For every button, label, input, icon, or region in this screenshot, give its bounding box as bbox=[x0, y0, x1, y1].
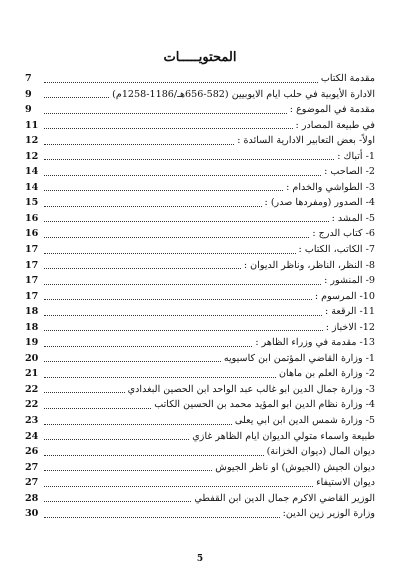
toc-entry bbox=[25, 429, 375, 445]
toc-entry-page-number: 14 bbox=[25, 181, 39, 193]
toc-entry-page-number: 11 bbox=[25, 119, 39, 131]
toc-dot-leader bbox=[44, 144, 234, 145]
toc-entry-label: 3- وزارة جمال الدين ابو غالب عبد الواحد ابن الحصين البغدادي bbox=[127, 383, 375, 395]
toc-entry bbox=[25, 211, 375, 227]
toc-entry-label: 6- كتاب الدرج : bbox=[312, 228, 375, 240]
toc-entry bbox=[25, 506, 375, 522]
toc-entry bbox=[25, 71, 375, 87]
toc-dot-leader bbox=[44, 268, 241, 269]
toc-entry-label: ديوان الجيش (الجيوش) او ناظر الجيوش bbox=[215, 461, 375, 473]
toc-dot-leader bbox=[44, 486, 313, 487]
toc-dot-leader bbox=[44, 190, 283, 191]
toc-entry bbox=[25, 273, 375, 289]
toc-dot-leader bbox=[44, 377, 276, 378]
toc-entry-page-number: 17 bbox=[25, 275, 39, 287]
toc-entry-page-number: 18 bbox=[25, 306, 39, 318]
toc-dot-leader bbox=[44, 113, 287, 114]
toc-entry-label: 2- وزارة العلم بن ماهان bbox=[279, 368, 375, 380]
toc-entry bbox=[25, 460, 375, 476]
toc-entry bbox=[25, 335, 375, 351]
toc-dot-leader bbox=[44, 517, 280, 518]
toc-entry-label: 5- المشد : bbox=[331, 212, 375, 224]
toc-dot-leader bbox=[44, 501, 191, 502]
toc-entry-label: 12- الاخباز : bbox=[325, 321, 375, 333]
toc-dot-leader bbox=[44, 175, 321, 176]
toc-dot-leader bbox=[44, 315, 322, 316]
toc-entry bbox=[25, 304, 375, 320]
toc-entry bbox=[25, 397, 375, 413]
toc-entry-page-number: 30 bbox=[25, 508, 39, 520]
toc-entry-page-number: 28 bbox=[25, 492, 39, 504]
toc-entry-page-number: 17 bbox=[25, 244, 39, 256]
toc-dot-leader bbox=[44, 361, 221, 362]
toc-entry bbox=[25, 242, 375, 258]
toc-entry-page-number: 7 bbox=[25, 73, 32, 84]
toc-dot-leader bbox=[44, 237, 309, 238]
toc-entry-label: الادارة الأيوبية في حلب ايام الايوبيين (582-656هـ/1186-1258م) bbox=[112, 88, 375, 100]
toc-entry bbox=[25, 475, 375, 491]
toc-entry bbox=[25, 444, 375, 460]
toc-dot-leader bbox=[44, 455, 264, 456]
toc-entry bbox=[25, 320, 375, 336]
page-number: 5 bbox=[196, 554, 204, 564]
toc-entry bbox=[25, 195, 375, 211]
toc-entry-label: 11- الرقعة : bbox=[324, 306, 375, 318]
toc-dot-leader bbox=[44, 408, 151, 409]
toc-entry bbox=[25, 102, 375, 118]
toc-entry-label: وزارة الوزير زين الدين: bbox=[282, 508, 375, 520]
toc-dot-leader bbox=[44, 82, 318, 83]
toc-entry bbox=[25, 87, 375, 103]
toc-entry-label: 3- الطواشي والخدام : bbox=[286, 181, 375, 193]
toc-entry-page-number: 15 bbox=[25, 197, 39, 209]
toc-entry bbox=[25, 180, 375, 196]
toc-entry-label: 8- النظر، الناظر، وناظر الديوان : bbox=[243, 259, 375, 271]
toc-entry-page-number: 17 bbox=[25, 290, 39, 302]
toc-dot-leader bbox=[44, 206, 262, 207]
toc-entry-label: طبيعة واسماء متولي الديوان ايام الظاهر غازي bbox=[192, 430, 375, 442]
toc-entry-page-number: 12 bbox=[25, 150, 39, 162]
toc-entry-label: 1- وزارة القاضي المؤتمن ابن كاسيويه bbox=[223, 352, 375, 364]
toc-dot-leader bbox=[44, 299, 312, 300]
toc-dot-leader bbox=[44, 284, 321, 285]
toc-entry-label: 4- الصدور (ومفردها صدر) : bbox=[264, 197, 375, 209]
toc-entry-page-number: 12 bbox=[25, 135, 39, 147]
toc-entry-label: 4- وزارة نظام الدين ابو المؤيد محمد بن الحسين الكاتب bbox=[154, 399, 375, 411]
toc-entry-label: ديوان الاستيفاء bbox=[316, 477, 375, 489]
toc-entry bbox=[25, 133, 375, 149]
toc-entry bbox=[25, 382, 375, 398]
toc-entry bbox=[25, 491, 375, 507]
toc-entry bbox=[25, 289, 375, 305]
toc-dot-leader bbox=[44, 470, 212, 471]
toc-entry-page-number: 27 bbox=[25, 461, 39, 473]
toc-entry-label: 9- المنشور : bbox=[324, 275, 375, 287]
toc-entry bbox=[25, 164, 375, 180]
toc-entry bbox=[25, 413, 375, 429]
toc-list bbox=[25, 71, 375, 522]
toc-entry-page-number: 26 bbox=[25, 446, 39, 458]
toc-entry-page-number: 27 bbox=[25, 477, 39, 489]
toc-entry-page-number: 9 bbox=[25, 104, 32, 116]
toc-entry-page-number: 22 bbox=[25, 399, 39, 411]
toc-entry-label: 13- مقدمة في وزراء الظاهر : bbox=[255, 337, 375, 349]
toc-entry bbox=[25, 149, 375, 165]
toc-dot-leader bbox=[44, 97, 109, 98]
toc-entry-page-number: 9 bbox=[25, 88, 32, 100]
toc-entry-page-number: 21 bbox=[25, 368, 39, 380]
toc-entry-page-number: 17 bbox=[25, 259, 39, 271]
toc-dot-leader bbox=[44, 253, 296, 254]
toc-entry-label: 2- الصاحب : bbox=[324, 166, 375, 178]
toc-entry-page-number: 23 bbox=[25, 415, 39, 427]
toc-entry-label: 7- الكاتب، الكتاب : bbox=[298, 244, 375, 256]
toc-heading: المحتويـــــات bbox=[163, 50, 237, 65]
toc-entry-page-number: 16 bbox=[25, 228, 39, 240]
toc-entry-label: مقدمة الكتاب bbox=[320, 73, 375, 84]
toc-entry bbox=[25, 258, 375, 274]
toc-entry-page-number: 20 bbox=[25, 352, 39, 364]
toc-dot-leader bbox=[44, 330, 323, 331]
toc-entry-label: 10- المرسوم : bbox=[314, 290, 375, 302]
toc-entry-label: الوزير القاضي الاكرم جمال الدين ابن القفطي bbox=[194, 492, 375, 504]
toc-entry-label: في طبيعة المصادر : bbox=[295, 119, 375, 131]
toc-entry-page-number: 16 bbox=[25, 212, 39, 224]
toc-dot-leader bbox=[44, 392, 125, 393]
toc-dot-leader bbox=[44, 346, 252, 347]
toc-dot-leader bbox=[44, 439, 189, 440]
toc-dot-leader bbox=[44, 159, 334, 160]
toc-entry-page-number: 24 bbox=[25, 430, 39, 442]
toc-entry-page-number: 14 bbox=[25, 166, 39, 178]
toc-dot-leader bbox=[44, 424, 232, 425]
toc-entry bbox=[25, 366, 375, 382]
toc-entry-label: 1- أتباك : bbox=[337, 150, 375, 162]
toc-entry-label: مقدمة في الموضوع : bbox=[289, 104, 375, 116]
toc-dot-leader bbox=[44, 128, 293, 129]
toc-entry-label: اولاً- بعض التعابير الادارية السائدة : bbox=[237, 135, 375, 147]
toc-entry-page-number: 19 bbox=[25, 337, 39, 349]
toc-entry bbox=[25, 351, 375, 367]
toc-dot-leader bbox=[44, 221, 329, 222]
toc-entry-label: ديوان المال (ديوان الخزانة) bbox=[266, 446, 375, 458]
toc-entry-page-number: 18 bbox=[25, 321, 39, 333]
toc-entry bbox=[25, 226, 375, 242]
toc-entry bbox=[25, 118, 375, 134]
toc-entry-page-number: 22 bbox=[25, 383, 39, 395]
toc-entry-label: 5- وزارة شمس الدين ابن ابي يعلى bbox=[234, 415, 375, 427]
